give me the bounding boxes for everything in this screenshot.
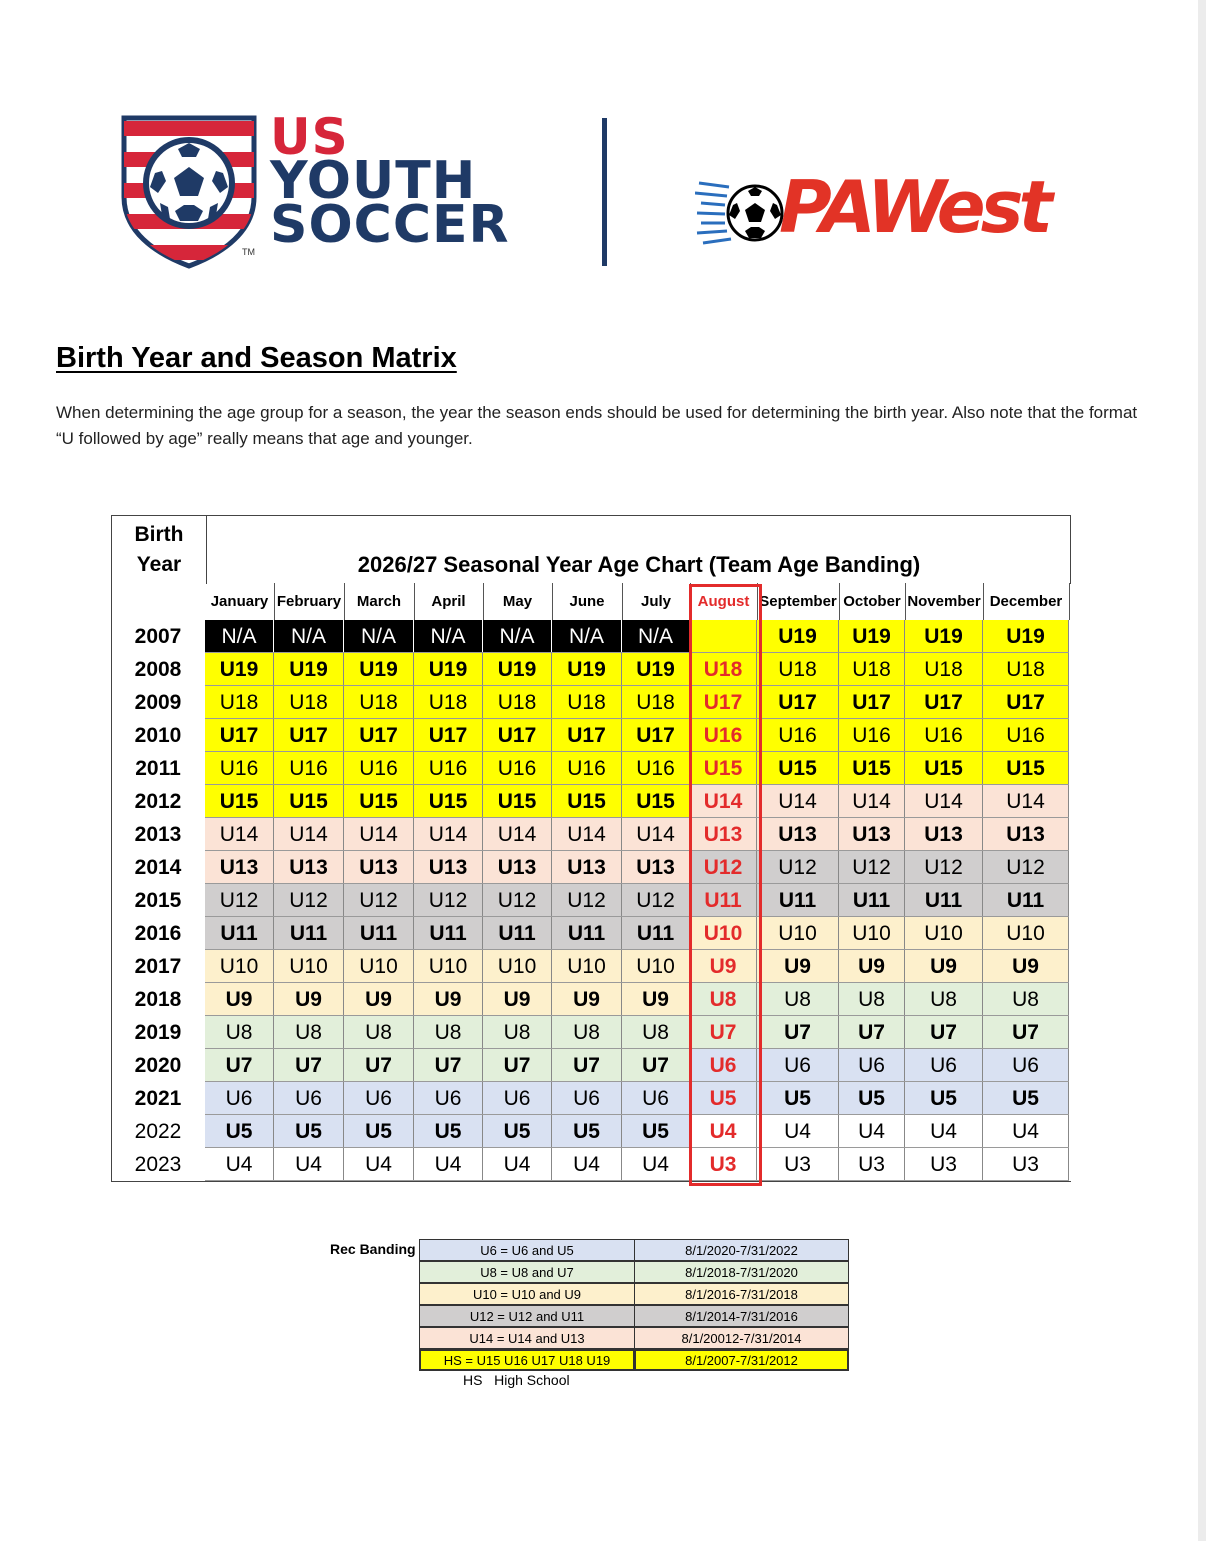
birth-year-cell: 2016: [111, 917, 206, 950]
age-cell-april: U5: [414, 1115, 483, 1148]
age-cell-september: U7: [757, 1016, 839, 1049]
age-cell-august: U6: [690, 1049, 757, 1082]
rec-banding-label: Rec Banding: [330, 1241, 416, 1257]
age-cell-november: U13: [905, 818, 983, 851]
age-cell-september: U13: [757, 818, 839, 851]
birth-year-cell: 2018: [111, 983, 206, 1016]
age-cell-january: U14: [205, 818, 274, 851]
rec-group-cell: U6 = U6 and U5: [419, 1239, 635, 1261]
age-cell-october: U4: [839, 1115, 905, 1148]
age-cell-may: U19: [483, 653, 552, 686]
birth-year-cell: 2013: [111, 818, 206, 851]
table-row: [111, 884, 1069, 917]
age-cell-may: N/A: [483, 620, 552, 653]
table-row: [111, 1148, 1069, 1181]
birth-year-cell: 2011: [111, 752, 206, 785]
row-divider: [205, 1180, 1069, 1181]
age-cell-november: U10: [905, 917, 983, 950]
age-cell-august: U7: [690, 1016, 757, 1049]
age-cell-march: U17: [344, 719, 414, 752]
age-cell-february: U6: [274, 1082, 344, 1115]
age-cell-september: U5: [757, 1082, 839, 1115]
age-cell-april: U12: [414, 884, 483, 917]
age-cell-january: U13: [205, 851, 274, 884]
age-cell-february: U19: [274, 653, 344, 686]
age-cell-december: U19: [983, 620, 1069, 653]
month-header-may: May: [483, 583, 553, 620]
month-header-february: February: [274, 583, 345, 620]
table-row: [111, 851, 1069, 884]
age-cell-june: U16: [552, 752, 622, 785]
age-cell-august: U12: [690, 851, 757, 884]
age-cell-march: U18: [344, 686, 414, 719]
age-cell-march: U13: [344, 851, 414, 884]
age-cell-february: U14: [274, 818, 344, 851]
age-cell-may: U12: [483, 884, 552, 917]
birth-year-cell: 2009: [111, 686, 206, 719]
logo-line-youth: YOUTH: [270, 151, 477, 211]
age-cell-january: U19: [205, 653, 274, 686]
age-cell-april: U8: [414, 1016, 483, 1049]
age-cell-january: U10: [205, 950, 274, 983]
age-cell-march: U14: [344, 818, 414, 851]
age-cell-august: U17: [690, 686, 757, 719]
rec-group-cell: U8 = U8 and U7: [419, 1261, 635, 1283]
age-cell-july: U7: [622, 1049, 690, 1082]
rec-dates-cell: 8/1/2020-7/31/2022: [634, 1239, 849, 1261]
age-cell-december: U17: [983, 686, 1069, 719]
age-cell-april: U14: [414, 818, 483, 851]
age-cell-february: U10: [274, 950, 344, 983]
age-cell-december: U5: [983, 1082, 1069, 1115]
age-cell-december: U18: [983, 653, 1069, 686]
age-cell-december: U8: [983, 983, 1069, 1016]
rec-banding-row: [419, 1305, 849, 1327]
age-cell-march: U8: [344, 1016, 414, 1049]
rec-group-cell: U10 = U10 and U9: [419, 1283, 635, 1305]
birth-year-cell: 2022: [111, 1115, 206, 1148]
table-row: [111, 719, 1069, 752]
age-cell-october: U9: [839, 950, 905, 983]
rec-banding-row: [419, 1283, 849, 1305]
table-row: [111, 785, 1069, 818]
age-cell-october: U7: [839, 1016, 905, 1049]
age-cell-april: U16: [414, 752, 483, 785]
age-cell-february: U12: [274, 884, 344, 917]
age-cell-december: U11: [983, 884, 1069, 917]
birth-year-cell: 2023: [111, 1148, 206, 1181]
table-row: [111, 686, 1069, 719]
age-cell-august: U13: [690, 818, 757, 851]
table-row: [111, 983, 1069, 1016]
age-cell-june: U5: [552, 1115, 622, 1148]
age-cell-april: U15: [414, 785, 483, 818]
trademark-mark: TM: [242, 247, 255, 257]
rec-footnote: [463, 1372, 570, 1388]
age-cell-june: U19: [552, 653, 622, 686]
age-cell-october: U15: [839, 752, 905, 785]
age-cell-march: U9: [344, 983, 414, 1016]
age-cell-march: U10: [344, 950, 414, 983]
pa-west-wordmark: PAWest: [779, 165, 1048, 249]
birth-year-cell: 2019: [111, 1016, 206, 1049]
age-cell-august: U8: [690, 983, 757, 1016]
rec-dates-cell: 8/1/2016-7/31/2018: [634, 1283, 849, 1305]
footnote-text: High School: [494, 1372, 570, 1388]
age-cell-october: U13: [839, 818, 905, 851]
age-cell-may: U14: [483, 818, 552, 851]
age-cell-january: U11: [205, 917, 274, 950]
age-cell-february: U4: [274, 1148, 344, 1181]
age-cell-july: U12: [622, 884, 690, 917]
age-cell-september: U10: [757, 917, 839, 950]
footnote-abbr: HS: [463, 1372, 483, 1388]
month-header-june: June: [552, 583, 623, 620]
age-cell-october: U11: [839, 884, 905, 917]
birth-label-line2: Year: [136, 553, 182, 576]
age-cell-november: U5: [905, 1082, 983, 1115]
age-cell-may: U8: [483, 1016, 552, 1049]
age-cell-april: U11: [414, 917, 483, 950]
rec-dates-cell: 8/1/2014-7/31/2016: [634, 1305, 849, 1327]
age-cell-july: U15: [622, 785, 690, 818]
age-cell-march: U6: [344, 1082, 414, 1115]
age-cell-august: U10: [690, 917, 757, 950]
age-cell-december: U6: [983, 1049, 1069, 1082]
age-cell-july: U9: [622, 983, 690, 1016]
age-cell-february: U11: [274, 917, 344, 950]
age-cell-november: U6: [905, 1049, 983, 1082]
age-cell-november: U3: [905, 1148, 983, 1181]
age-cell-october: U16: [839, 719, 905, 752]
age-cell-may: U9: [483, 983, 552, 1016]
age-cell-february: U7: [274, 1049, 344, 1082]
age-cell-december: U10: [983, 917, 1069, 950]
age-cell-march: U19: [344, 653, 414, 686]
shield-icon: [120, 115, 260, 270]
age-cell-april: U7: [414, 1049, 483, 1082]
age-cell-september: U11: [757, 884, 839, 917]
age-cell-may: U7: [483, 1049, 552, 1082]
age-cell-june: U14: [552, 818, 622, 851]
age-cell-december: U12: [983, 851, 1069, 884]
table-row: [111, 818, 1069, 851]
age-cell-may: U5: [483, 1115, 552, 1148]
age-cell-november: U18: [905, 653, 983, 686]
age-cell-january: N/A: [205, 620, 274, 653]
age-cell-october: U19: [839, 620, 905, 653]
age-cell-august: U3: [690, 1148, 757, 1181]
age-cell-february: U5: [274, 1115, 344, 1148]
age-cell-january: U4: [205, 1148, 274, 1181]
age-cell-june: U18: [552, 686, 622, 719]
table-row: [111, 950, 1069, 983]
rec-group-cell: U12 = U12 and U11: [419, 1305, 635, 1327]
month-header-august: August: [690, 583, 758, 620]
age-cell-september: U9: [757, 950, 839, 983]
age-cell-november: U16: [905, 719, 983, 752]
age-cell-october: U12: [839, 851, 905, 884]
rec-banding-row: [419, 1349, 849, 1371]
birth-year-cell: 2015: [111, 884, 206, 917]
age-cell-september: U14: [757, 785, 839, 818]
age-cell-march: U16: [344, 752, 414, 785]
age-cell-december: U7: [983, 1016, 1069, 1049]
age-cell-february: U8: [274, 1016, 344, 1049]
age-cell-december: U13: [983, 818, 1069, 851]
rec-banding-row: [419, 1261, 849, 1283]
month-header-september: September: [757, 583, 840, 620]
age-cell-march: U15: [344, 785, 414, 818]
age-cell-june: U7: [552, 1049, 622, 1082]
age-cell-april: U13: [414, 851, 483, 884]
page-edge: [1198, 0, 1206, 1541]
age-cell-january: U17: [205, 719, 274, 752]
age-cell-april: U10: [414, 950, 483, 983]
age-cell-february: U17: [274, 719, 344, 752]
age-cell-november: U11: [905, 884, 983, 917]
age-cell-november: U8: [905, 983, 983, 1016]
age-cell-april: U18: [414, 686, 483, 719]
age-cell-july: U14: [622, 818, 690, 851]
age-cell-may: U4: [483, 1148, 552, 1181]
age-cell-june: U13: [552, 851, 622, 884]
age-cell-october: U3: [839, 1148, 905, 1181]
age-cell-march: U12: [344, 884, 414, 917]
age-cell-december: U4: [983, 1115, 1069, 1148]
age-cell-november: U9: [905, 950, 983, 983]
month-header-december: December: [983, 583, 1070, 620]
age-cell-february: U18: [274, 686, 344, 719]
age-cell-september: U19: [757, 620, 839, 653]
age-cell-february: U13: [274, 851, 344, 884]
age-cell-august: U14: [690, 785, 757, 818]
age-cell-august: [690, 620, 757, 653]
age-cell-april: U4: [414, 1148, 483, 1181]
birth-year-cell: 2014: [111, 851, 206, 884]
age-cell-may: U15: [483, 785, 552, 818]
age-cell-september: U6: [757, 1049, 839, 1082]
age-cell-april: U19: [414, 653, 483, 686]
age-cell-october: U6: [839, 1049, 905, 1082]
age-cell-october: U14: [839, 785, 905, 818]
age-cell-january: U7: [205, 1049, 274, 1082]
age-cell-august: U5: [690, 1082, 757, 1115]
age-cell-september: U8: [757, 983, 839, 1016]
age-cell-november: U15: [905, 752, 983, 785]
age-cell-april: U6: [414, 1082, 483, 1115]
rec-group-cell: HS = U15 U16 U17 U18 U19: [419, 1349, 635, 1371]
age-cell-august: U4: [690, 1115, 757, 1148]
age-cell-november: U12: [905, 851, 983, 884]
birth-year-cell: 2017: [111, 950, 206, 983]
age-cell-june: U10: [552, 950, 622, 983]
age-cell-october: U5: [839, 1082, 905, 1115]
us-youth-soccer-wordmark: [270, 108, 510, 255]
age-cell-january: U12: [205, 884, 274, 917]
rec-dates-cell: 8/1/20012-7/31/2014: [634, 1327, 849, 1349]
age-cell-june: U8: [552, 1016, 622, 1049]
age-cell-february: N/A: [274, 620, 344, 653]
age-cell-september: U17: [757, 686, 839, 719]
age-cell-may: U11: [483, 917, 552, 950]
table-row: [111, 1049, 1069, 1082]
age-cell-june: U11: [552, 917, 622, 950]
age-cell-december: U9: [983, 950, 1069, 983]
age-cell-december: U3: [983, 1148, 1069, 1181]
month-header-july: July: [622, 583, 691, 620]
intro-paragraph: When determining the age group for a season, the year the season ends should be used for determining the birth year. Also note that the format “U followed by age” really means that age and younger.: [56, 403, 1138, 448]
table-row: [111, 917, 1069, 950]
age-cell-august: U11: [690, 884, 757, 917]
month-header-november: November: [905, 583, 984, 620]
age-cell-november: U14: [905, 785, 983, 818]
birth-year-cell: 2007: [111, 620, 206, 653]
birth-year-header: [112, 516, 207, 584]
age-cell-may: U6: [483, 1082, 552, 1115]
age-cell-september: U16: [757, 719, 839, 752]
age-cell-october: U8: [839, 983, 905, 1016]
age-cell-may: U10: [483, 950, 552, 983]
age-cell-january: U9: [205, 983, 274, 1016]
age-cell-june: N/A: [552, 620, 622, 653]
birth-year-cell: 2020: [111, 1049, 206, 1082]
age-cell-october: U17: [839, 686, 905, 719]
age-cell-may: U17: [483, 719, 552, 752]
age-cell-june: U15: [552, 785, 622, 818]
age-cell-april: U17: [414, 719, 483, 752]
age-cell-february: U15: [274, 785, 344, 818]
age-cell-september: U4: [757, 1115, 839, 1148]
age-cell-july: U5: [622, 1115, 690, 1148]
age-cell-july: U6: [622, 1082, 690, 1115]
pa-west-logo: [695, 165, 1095, 265]
age-cell-december: U14: [983, 785, 1069, 818]
age-cell-july: U18: [622, 686, 690, 719]
month-header-april: April: [414, 583, 484, 620]
birth-year-cell: 2010: [111, 719, 206, 752]
age-cell-july: U13: [622, 851, 690, 884]
month-header-october: October: [839, 583, 906, 620]
age-cell-february: U16: [274, 752, 344, 785]
age-cell-november: U17: [905, 686, 983, 719]
age-cell-may: U13: [483, 851, 552, 884]
age-cell-march: U7: [344, 1049, 414, 1082]
age-cell-july: U11: [622, 917, 690, 950]
age-cell-july: U8: [622, 1016, 690, 1049]
rec-group-cell: U14 = U14 and U13: [419, 1327, 635, 1349]
age-cell-june: U12: [552, 884, 622, 917]
age-cell-december: U16: [983, 719, 1069, 752]
table-row: [111, 1115, 1069, 1148]
age-cell-march: U11: [344, 917, 414, 950]
age-cell-january: U6: [205, 1082, 274, 1115]
age-cell-march: U5: [344, 1115, 414, 1148]
birth-year-cell: 2012: [111, 785, 206, 818]
logo-line-us: US: [270, 108, 349, 166]
rec-banding-row: [419, 1327, 849, 1349]
age-cell-september: U15: [757, 752, 839, 785]
age-cell-july: U19: [622, 653, 690, 686]
age-cell-january: U15: [205, 785, 274, 818]
matrix-body: [111, 620, 1071, 1182]
age-cell-march: N/A: [344, 620, 414, 653]
age-cell-august: U15: [690, 752, 757, 785]
age-cell-may: U18: [483, 686, 552, 719]
logo-divider: [602, 118, 607, 266]
page-title: Birth Year and Season Matrix: [56, 342, 457, 374]
age-cell-october: U18: [839, 653, 905, 686]
age-cell-september: U3: [757, 1148, 839, 1181]
age-cell-december: U15: [983, 752, 1069, 785]
age-cell-august: U18: [690, 653, 757, 686]
table-row: [111, 620, 1069, 653]
age-cell-june: U4: [552, 1148, 622, 1181]
age-cell-august: U9: [690, 950, 757, 983]
age-cell-february: U9: [274, 983, 344, 1016]
table-row: [111, 1082, 1069, 1115]
age-cell-january: U18: [205, 686, 274, 719]
age-cell-april: N/A: [414, 620, 483, 653]
age-cell-may: U16: [483, 752, 552, 785]
us-youth-soccer-logo: [120, 108, 540, 270]
age-cell-november: U4: [905, 1115, 983, 1148]
age-cell-july: U16: [622, 752, 690, 785]
age-cell-july: U4: [622, 1148, 690, 1181]
rec-dates-cell: 8/1/2007-7/31/2012: [634, 1349, 849, 1371]
birth-year-cell: 2021: [111, 1082, 206, 1115]
age-cell-november: U19: [905, 620, 983, 653]
table-row: [111, 1016, 1069, 1049]
age-matrix-table: [111, 515, 1071, 1181]
birth-year-cell: 2008: [111, 653, 206, 686]
age-cell-august: U16: [690, 719, 757, 752]
birth-label-line1: Birth: [134, 523, 184, 546]
age-cell-july: U17: [622, 719, 690, 752]
logo-line-soccer: SOCCER: [270, 195, 510, 255]
age-cell-january: U8: [205, 1016, 274, 1049]
rec-banding-row: [419, 1239, 849, 1261]
chart-title: 2026/27 Seasonal Year Age Chart (Team Age Banding): [357, 552, 921, 577]
age-cell-january: U16: [205, 752, 274, 785]
age-cell-september: U12: [757, 851, 839, 884]
age-cell-november: U7: [905, 1016, 983, 1049]
age-cell-june: U17: [552, 719, 622, 752]
age-cell-september: U18: [757, 653, 839, 686]
table-row: [111, 653, 1069, 686]
age-cell-october: U10: [839, 917, 905, 950]
age-cell-july: N/A: [622, 620, 690, 653]
rec-dates-cell: 8/1/2018-7/31/2020: [634, 1261, 849, 1283]
table-row: [111, 752, 1069, 785]
age-cell-april: U9: [414, 983, 483, 1016]
age-cell-march: U4: [344, 1148, 414, 1181]
table-header: [111, 515, 1071, 584]
month-header-january: January: [205, 583, 275, 620]
month-header-march: March: [344, 583, 415, 620]
age-cell-june: U6: [552, 1082, 622, 1115]
age-cell-june: U9: [552, 983, 622, 1016]
age-cell-july: U10: [622, 950, 690, 983]
age-cell-january: U5: [205, 1115, 274, 1148]
